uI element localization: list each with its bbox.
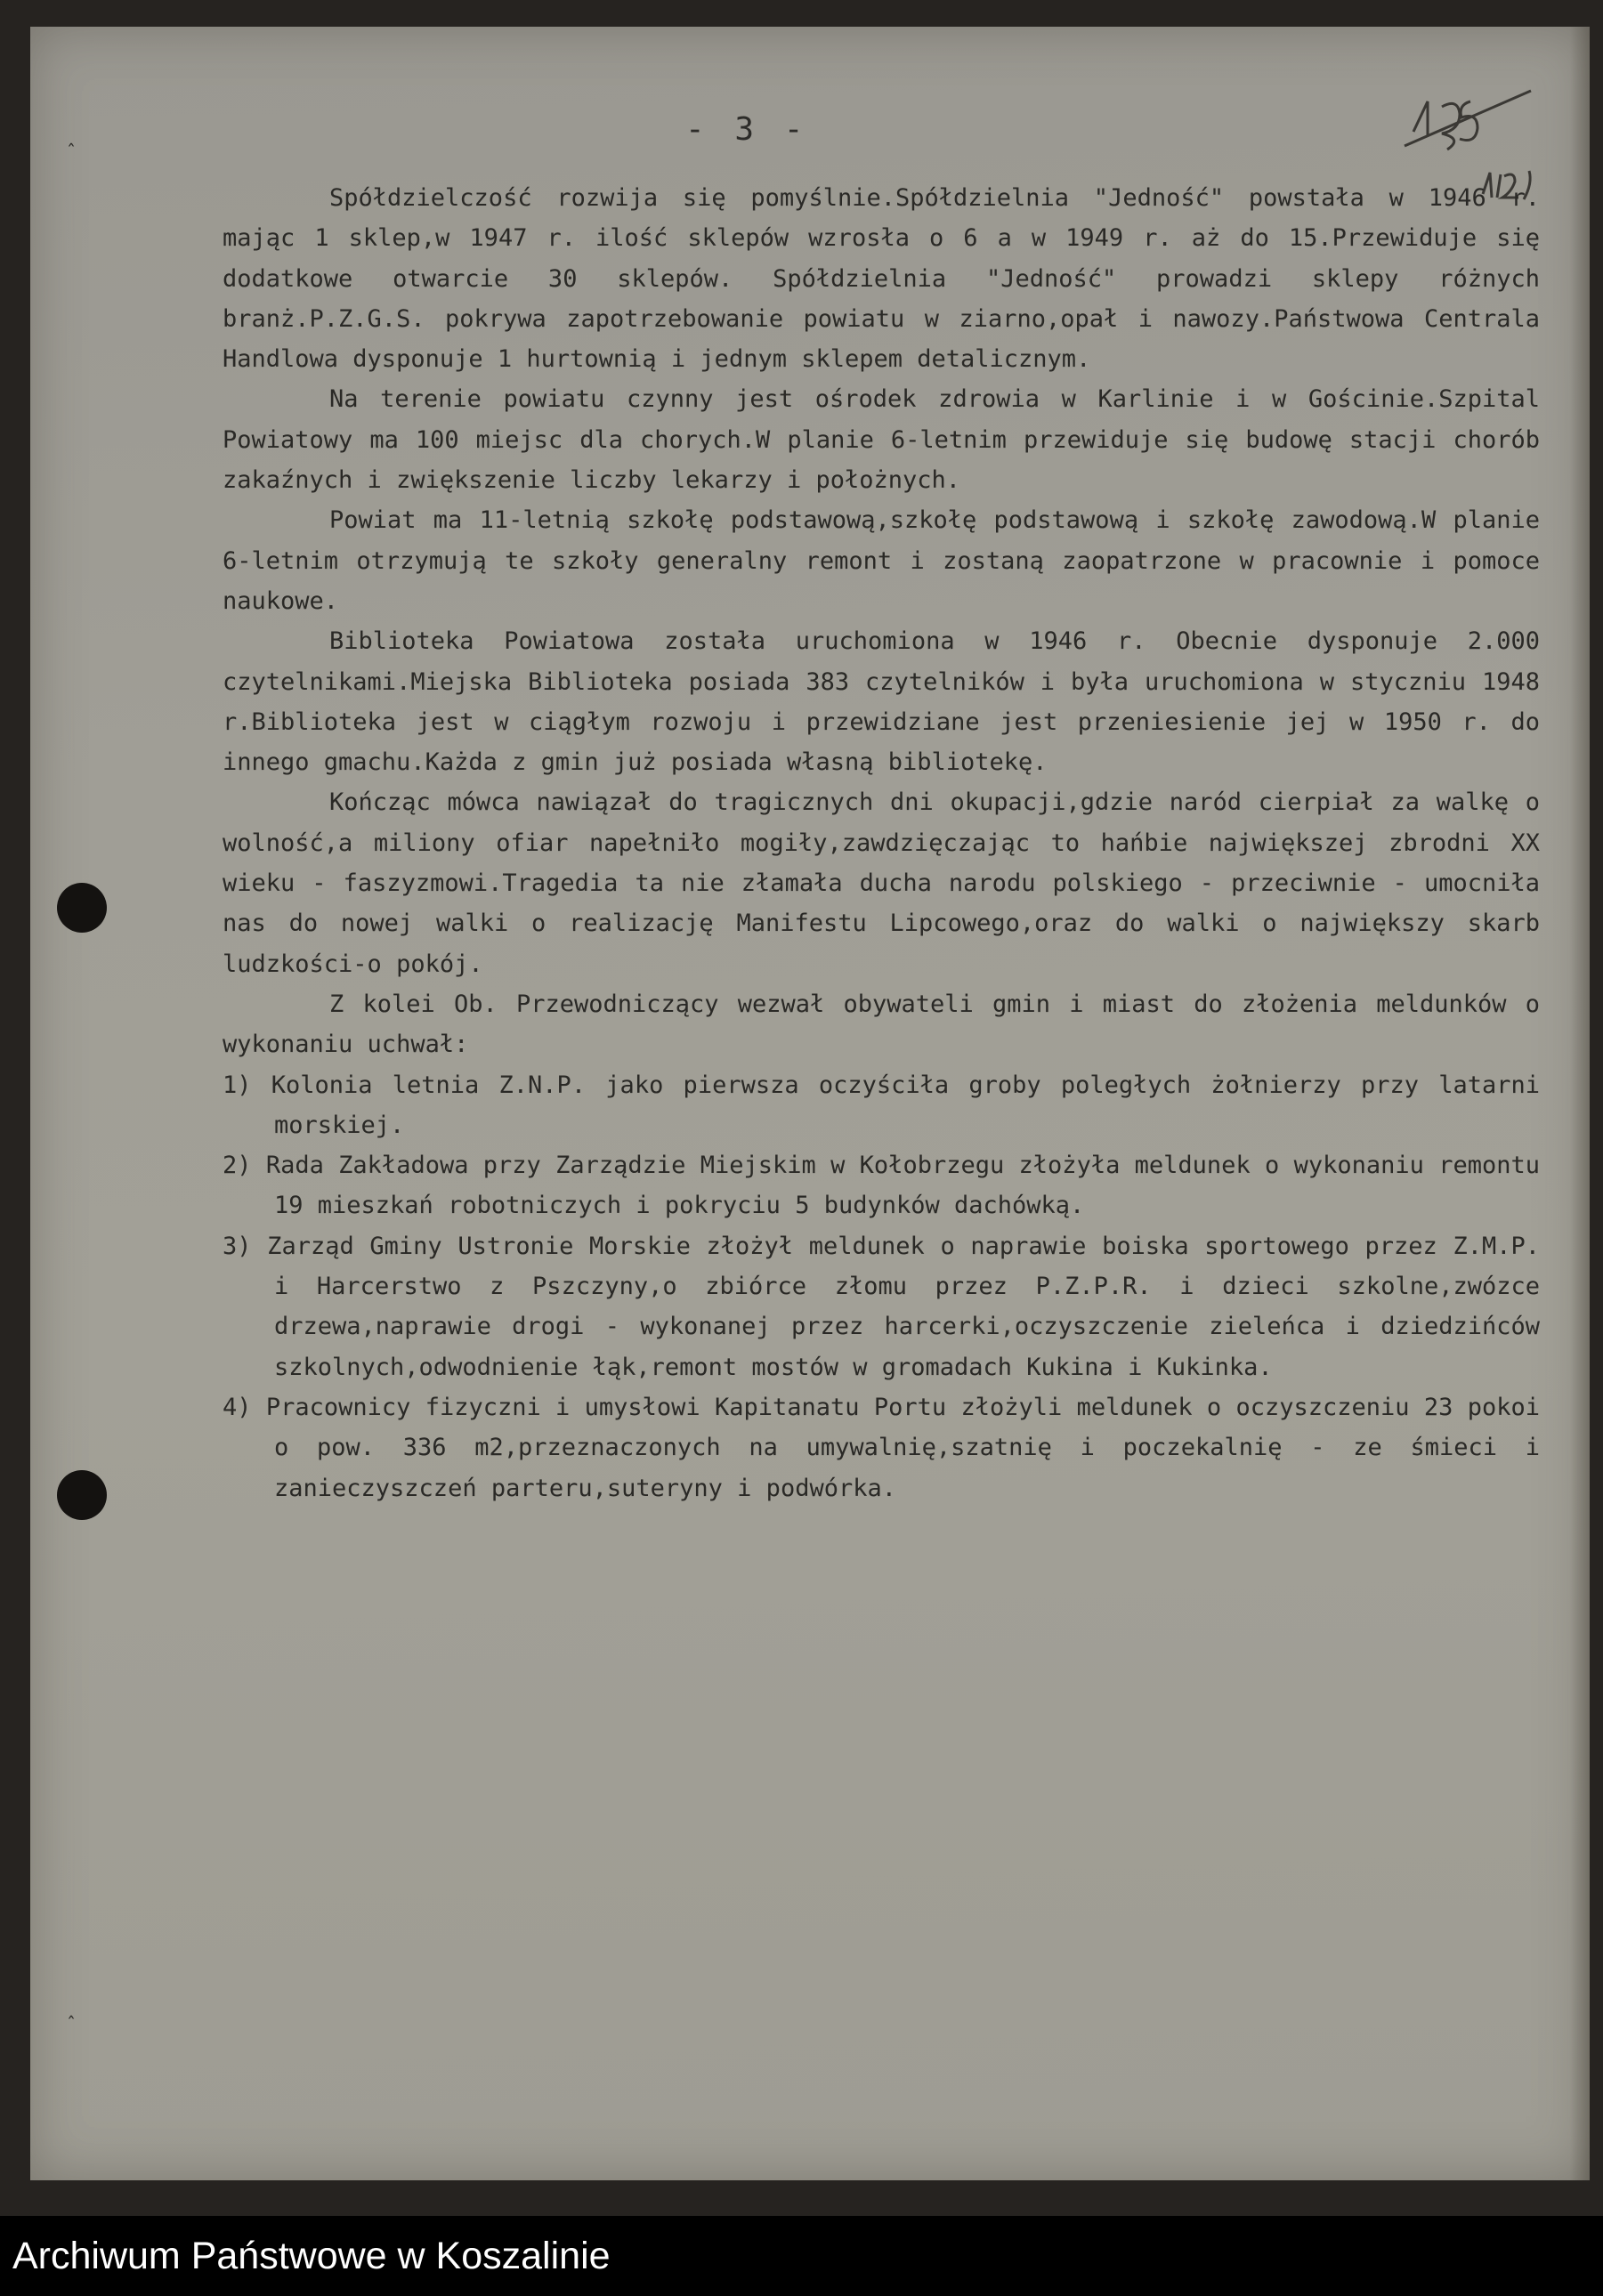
margin-tick-mark: ˆ [66, 141, 77, 162]
list-item: 3) Zarząd Gminy Ustronie Morskie złożył meldunek o naprawie boiska sportowego przez Z.M.P. i Harcerstwo z Pszczyny,o zbiórce złomu przez P.Z.P.R. i dzieci szkolne,zwózce drzewa,naprawie drogi - wykonanej przez harcerki,oczyszczenie zieleńca i dziedzińców szkolnych,odwodnienie łąk,remont mostów w gromadach Kukina i Kukinka. [223, 1232, 1540, 1381]
list-item: 4) Pracownicy fizyczni i umysłowi Kapitanatu Portu złożyli meldunek o oczyszczeniu 23 pokoi o pow. 336 m2,przeznaczonych na umywalnię,szatnię i poczekalnię - ze śmieci i zanieczyszczeń parteru,suteryny i podwórka. [223, 1393, 1540, 1502]
sheet-edge-shadow [1570, 27, 1590, 2180]
document-body [223, 178, 1540, 1508]
punch-hole [57, 1470, 107, 1520]
punch-hole [57, 883, 107, 933]
list-item: 1) Kolonia letnia Z.N.P. jako pierwsza oczyściła groby poległych żołnierzy przy latarni morskiej. [223, 1071, 1540, 1139]
paragraph: Na terenie powiatu czynny jest ośrodek zdrowia w Karlinie i w Gościnie.Szpital Powiatowy ma 100 miejsc dla chorych.W planie 6-letnim przewiduje się budowę stacji chorób zakaźnych i zwiększenie liczby lekarzy i położnych. [223, 385, 1540, 495]
paragraph: Spółdzielczość rozwija się pomyślnie.Spółdzielnia "Jedność" powstała w 1946 r. mając 1 sklep,w 1947 r. ilość sklepów wzrosła o 6 a w 1949 r. aż do 15.Przewiduje się dodatkowe otwarcie 30 sklepów. Spółdzielnia "Jedność" prowadzi sklepy różnych branż.P.Z.G.S. pokrywa zapotrzebowanie powiatu w ziarno,opał i nawozy.Państwowa Centrala Handlowa dysponuje 1 hurtownią i jednym sklepem detalicznym. [223, 184, 1540, 374]
archive-name: Archiwum Państwowe w Koszalinie [12, 2234, 611, 2277]
paragraph: Kończąc mówca nawiązał do tragicznych dni okupacji,gdzie naród cierpiał za walkę o wolność,a miliony ofiar napełniło mogiły,zawdzięczając to hańbie największej zbrodni XX wieku - faszyzmowi.Tragedia ta nie złamała ducha narodu polskiego - przeciwnie - umocniła nas do nowej walki o realizację Manifestu Lipcowego,oraz do walki o największy skarb ludzkości-o pokój. [223, 788, 1540, 978]
paragraph: Powiat ma 11-letnią szkołę podstawową,szkołę podstawową i szkołę zawodową.W planie 6-letnim otrzymują te szkoły generalny remont i zostaną zaopatrzone w pracownie i pomoce naukowe. [223, 506, 1540, 615]
paragraph: Z kolei Ob. Przewodniczący wezwał obywateli gmin i miast do złożenia meldunków o wykonaniu uchwał: [223, 990, 1540, 1059]
margin-tick-mark: ˆ [66, 2013, 77, 2034]
archive-footer-bar [0, 2216, 1603, 2296]
list-item: 2) Rada Zakładowa przy Zarządzie Miejskim w Kołobrzegu złożyła meldunek o wykonaniu remontu 19 mieszkań robotniczych i pokryciu 5 budynków dachówką. [223, 1152, 1540, 1220]
page-number: - 3 - [685, 111, 809, 148]
paragraph: Biblioteka Powiatowa została uruchomiona w 1946 r. Obecnie dysponuje 2.000 czytelnikami.Miejska Biblioteka posiada 383 czytelników i była uruchomiona w styczniu 1948 r.Biblioteka jest w ciągłym rozwoju i przewidziane jest przeniesienie jej w 1950 r. do innego gmachu.Każda z gmin już posiada własną bibliotekę. [223, 627, 1540, 777]
